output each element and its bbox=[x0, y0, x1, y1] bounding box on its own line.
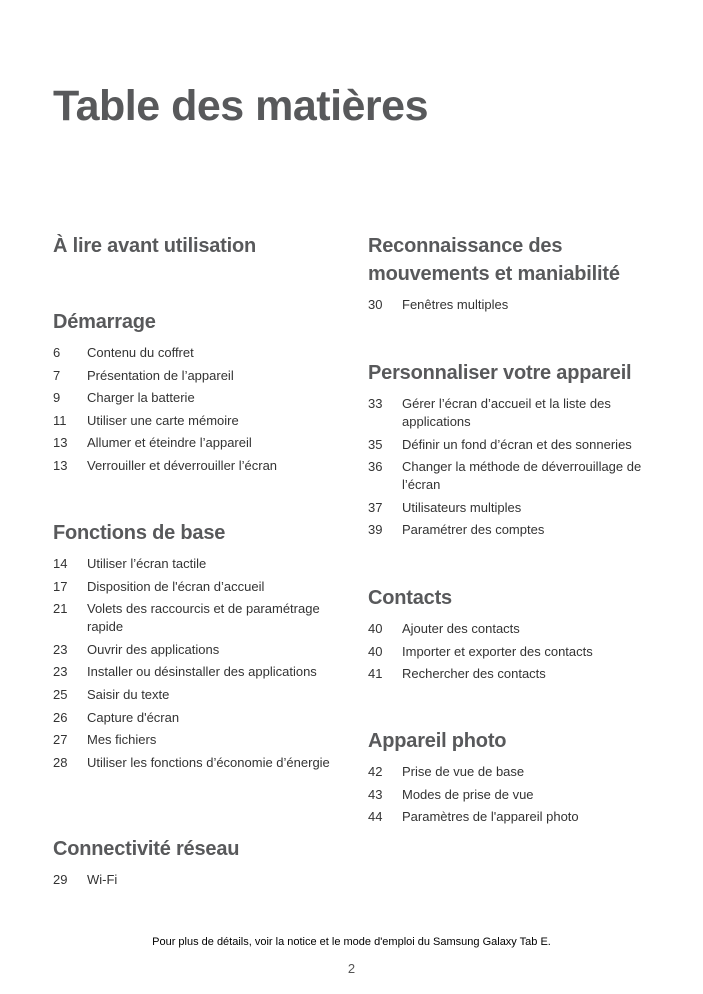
toc-section-getting-started bbox=[53, 308, 343, 480]
toc-entry-page-number: 21 bbox=[53, 601, 68, 617]
toc-entry[interactable] bbox=[368, 665, 658, 683]
toc-entry-page-number: 26 bbox=[53, 709, 68, 725]
toc-section-basic-functions bbox=[53, 519, 343, 776]
section-title[interactable]: Appareil photo bbox=[368, 730, 507, 752]
toc-entry-label: Mes fichiers bbox=[87, 732, 157, 748]
toc-entry[interactable] bbox=[368, 436, 658, 454]
section-title[interactable]: Fonctions de base bbox=[53, 522, 226, 544]
toc-entry-list bbox=[53, 555, 343, 772]
toc-entry-label: Wi-Fi bbox=[87, 872, 118, 887]
toc-entry-label: Modes de prise de vue bbox=[402, 786, 534, 802]
toc-entry-label: Gérer l’écran d’accueil et la liste des applications bbox=[402, 396, 611, 429]
toc-entry[interactable] bbox=[53, 731, 343, 749]
toc-entry-list bbox=[368, 763, 658, 826]
toc-section-camera bbox=[368, 727, 658, 831]
toc-entry[interactable] bbox=[368, 395, 658, 431]
section-title[interactable]: Reconnaissance des mouvements et maniabilité bbox=[368, 235, 620, 285]
toc-entry-page-number: 30 bbox=[368, 297, 383, 312]
toc-entry-page-number: 13 bbox=[53, 457, 68, 473]
toc-entry[interactable] bbox=[53, 600, 343, 636]
toc-entry-page-number: 41 bbox=[368, 666, 383, 682]
toc-entry-page-number: 42 bbox=[368, 764, 383, 779]
toc-entry-label: Ajouter des contacts bbox=[402, 621, 520, 636]
toc-entry-page-number: 44 bbox=[368, 809, 383, 825]
section-title[interactable]: Contacts bbox=[368, 587, 452, 609]
toc-entry-page-number: 13 bbox=[53, 435, 68, 451]
toc-entry[interactable] bbox=[53, 434, 343, 452]
toc-entry-page-number: 6 bbox=[53, 345, 61, 360]
toc-entry[interactable] bbox=[53, 555, 343, 573]
toc-entry-page-number: 43 bbox=[368, 786, 383, 802]
toc-entry[interactable] bbox=[53, 663, 343, 681]
toc-entry-page-number: 7 bbox=[53, 367, 61, 383]
toc-entry-page-number: 17 bbox=[53, 578, 68, 594]
toc-entry-list bbox=[53, 871, 343, 889]
toc-entry[interactable] bbox=[53, 686, 343, 704]
toc-section-before-use bbox=[53, 232, 343, 268]
toc-entry[interactable] bbox=[368, 620, 658, 638]
toc-entry-page-number: 23 bbox=[53, 641, 68, 657]
toc-entry-page-number: 40 bbox=[368, 621, 383, 636]
toc-entry-page-number: 27 bbox=[53, 732, 68, 748]
toc-entry-label: Verrouiller et déverrouiller l’écran bbox=[87, 457, 278, 473]
footer-note: Pour plus de détails, voir la notice et le mode d'emploi du Samsung Galaxy Tab E. bbox=[152, 936, 551, 948]
toc-entry-page-number: 40 bbox=[368, 643, 383, 659]
toc-entry[interactable] bbox=[53, 344, 343, 362]
toc-entry-list bbox=[368, 296, 658, 314]
toc-entry[interactable] bbox=[368, 808, 658, 826]
toc-entry[interactable] bbox=[368, 763, 658, 781]
toc-entry-list bbox=[368, 395, 658, 539]
toc-entry[interactable] bbox=[53, 871, 343, 889]
toc-entry-label: Paramètres de l'appareil photo bbox=[402, 809, 579, 825]
toc-entry-label: Allumer et éteindre l’appareil bbox=[87, 435, 252, 451]
toc-entry[interactable] bbox=[53, 709, 343, 727]
toc-entry-list bbox=[368, 620, 658, 683]
section-title[interactable]: Personnaliser votre appareil bbox=[368, 362, 632, 384]
page-number: 2 bbox=[347, 961, 356, 976]
toc-entry[interactable] bbox=[53, 457, 343, 475]
toc-entry-page-number: 36 bbox=[368, 459, 383, 475]
toc-entry[interactable] bbox=[53, 578, 343, 596]
toc-entry-label: Ouvrir des applications bbox=[87, 641, 220, 657]
toc-entry-label: Volets des raccourcis et de paramétrage rapide bbox=[87, 601, 320, 635]
toc-entry-label: Rechercher des contacts bbox=[402, 666, 546, 682]
toc-entry-page-number: 37 bbox=[368, 499, 383, 515]
toc-entry-label: Fenêtres multiples bbox=[402, 297, 509, 312]
toc-entry-page-number: 11 bbox=[53, 412, 67, 428]
toc-entry-label: Définir un fond d’écran et des sonneries bbox=[402, 436, 632, 452]
toc-entry-label: Prise de vue de base bbox=[402, 764, 525, 779]
toc-entry-label: Contenu du coffret bbox=[87, 345, 194, 360]
toc-entry-label: Importer et exporter des contacts bbox=[402, 643, 593, 659]
toc-entry[interactable] bbox=[53, 641, 343, 659]
toc-entry-label: Utiliser une carte mémoire bbox=[87, 412, 239, 428]
toc-entry-page-number: 9 bbox=[53, 390, 61, 406]
section-title[interactable]: Démarrage bbox=[53, 311, 156, 333]
toc-entry-page-number: 25 bbox=[53, 686, 68, 702]
toc-section-contacts bbox=[368, 584, 658, 688]
toc-entry-label: Présentation de l’appareil bbox=[87, 367, 234, 383]
toc-entry[interactable] bbox=[368, 458, 658, 494]
toc-entry[interactable] bbox=[368, 643, 658, 661]
section-title[interactable]: À lire avant utilisation bbox=[53, 235, 257, 257]
toc-entry-label: Charger la batterie bbox=[87, 390, 195, 406]
toc-entry-page-number: 23 bbox=[53, 664, 68, 680]
toc-section-personalize bbox=[368, 359, 658, 544]
toc-entry[interactable] bbox=[368, 786, 658, 804]
toc-entry[interactable] bbox=[368, 499, 658, 517]
toc-entry-label: Utiliser les fonctions d’économie d’énergie bbox=[87, 754, 330, 770]
toc-section-network-connectivity bbox=[53, 835, 343, 894]
toc-entry-page-number: 29 bbox=[53, 872, 68, 887]
toc-entry-page-number: 28 bbox=[53, 754, 68, 770]
toc-entry-label: Utilisateurs multiples bbox=[402, 499, 522, 515]
toc-entry-label: Saisir du texte bbox=[87, 686, 170, 702]
toc-entry-label: Utiliser l’écran tactile bbox=[87, 556, 207, 571]
toc-entry-label: Installer ou désinstaller des applications bbox=[87, 664, 317, 680]
toc-entry[interactable] bbox=[53, 367, 343, 385]
toc-entry[interactable] bbox=[53, 754, 343, 772]
toc-entry-label: Disposition de l'écran d’accueil bbox=[87, 578, 265, 594]
section-title[interactable]: Connectivité réseau bbox=[53, 838, 240, 860]
toc-entry[interactable] bbox=[53, 412, 343, 430]
toc-entry[interactable] bbox=[53, 389, 343, 407]
toc-entry[interactable] bbox=[368, 521, 658, 539]
toc-entry-page-number: 14 bbox=[53, 556, 68, 571]
page-title: Table des matières bbox=[53, 82, 428, 130]
toc-entry-label: Capture d'écran bbox=[87, 709, 180, 725]
toc-section-motions bbox=[368, 232, 658, 319]
toc-entry[interactable] bbox=[368, 296, 658, 314]
toc-entry-page-number: 35 bbox=[368, 436, 383, 452]
toc-entry-page-number: 33 bbox=[368, 396, 383, 411]
toc-entry-label: Paramétrer des comptes bbox=[402, 522, 545, 538]
toc-entry-label: Changer la méthode de déverrouillage de l’écran bbox=[402, 459, 642, 493]
toc-entry-page-number: 39 bbox=[368, 522, 383, 538]
toc-entry-list bbox=[53, 344, 343, 475]
